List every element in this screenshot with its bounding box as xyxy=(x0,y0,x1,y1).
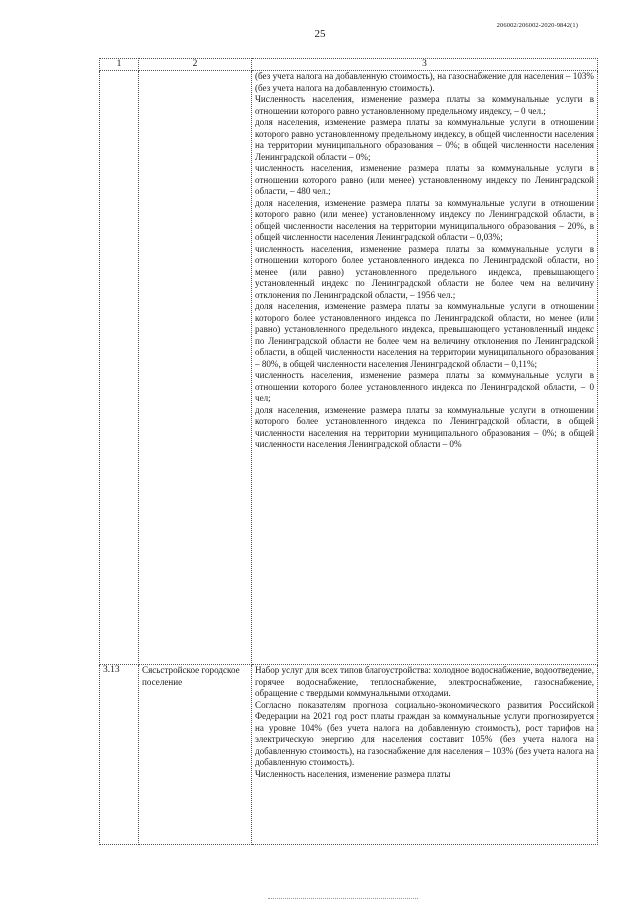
paragraph: Численность населения, изменение размера платы за коммунальные услуги в отношении которого равно установленному предельному индексу, – 0 чел.; xyxy=(255,94,594,116)
paragraph: Согласно показателям прогноза социально-экономического развития Российской Федерации на 2021 год рост платы граждан за коммунальные услуги прогнозируется на уровне 104% (без учета налога на добавленную стоимость), рост тарифов на электрическую энергию для населения составит 105% (без учета налога на добавленную стоимость), на газоснабжение для населения – 103% (без учета налога на добавленную стоимость). xyxy=(255,699,594,767)
row-number xyxy=(100,71,139,665)
paragraph: (без учета налога на добавленную стоимость), на газоснабжение для населения – 103% (без учета налога на добавленную стоимость). xyxy=(255,71,594,93)
scan-artifact-divider xyxy=(268,898,418,901)
paragraph: доля населения, изменение размера платы за коммунальные услуги в отношении которого более установленного индекса по Ленинградской области, но менее (или равно) установленного предельного индекса, превышающего установленный индекс по Ленинградской области не более чем на величину отклонения по Ленинградской области, в общей численности населения на территории муниципального образования – 80%, в общей численности населения Ленинградской области – 0,11%; xyxy=(255,301,594,369)
settlement-name: Сясьстройское городское поселение xyxy=(139,665,252,845)
document-code: 206002/206002-2020-9842(1) xyxy=(496,22,578,29)
column-header: 2 xyxy=(139,59,252,71)
settlement-name xyxy=(139,71,252,665)
page-number: 25 xyxy=(314,28,326,40)
table-row xyxy=(100,71,598,665)
row-number: 3.13 xyxy=(100,665,139,845)
paragraph: Набор услуг для всех типов благоустройства: холодное водоснабжение, водоотведение, горячее водоснабжение, теплоснабжение, электроснабжение, газоснабжение, обращение с твердыми коммунальными отходами. xyxy=(255,665,594,698)
column-header: 1 xyxy=(100,59,139,71)
data-table xyxy=(99,58,598,845)
table-row xyxy=(100,665,598,845)
table-header-row xyxy=(100,59,598,71)
description-cell xyxy=(252,71,598,665)
paragraph: численность населения, изменение размера платы за коммунальные услуги в отношении которого более установленного индекса по Ленинградской области, но менее (или равно) установленного предельного индекса, превышающего установленный индекс по Ленинградской области не более чем на величину отклонения по Ленинградской области, – 1956 чел.; xyxy=(255,243,594,300)
paragraph: численность населения, изменение размера платы за коммунальные услуги в отношении которого более установленного индекса по Ленинградской области, – 0 чел; xyxy=(255,370,594,403)
description-cell xyxy=(252,665,598,845)
paragraph: доля населения, изменение размера платы за коммунальные услуги в отношении которого равно (или менее) установленному индексу по Ленинградской области, в общей численности населения на территории муниципального образования – 20%, в общей численности населения Ленинградской области – 0,03%; xyxy=(255,197,594,242)
paragraph: доля населения, изменение размера платы за коммунальные услуги в отношении которого равно установленному предельному индексу, в общей численности населения на территории муниципального образования – 0%; в общей численности населения Ленинградской области – 0%; xyxy=(255,117,594,162)
paragraph: доля населения, изменение размера платы за коммунальные услуги в отношении которого более установленного индекса по Ленинградской области, в общей численности населения на территории муниципального образования – 0%; в общей численности населения Ленинградской области – 0% xyxy=(255,404,594,449)
paragraph: численность населения, изменение размера платы за коммунальные услуги в отношении которого равно (или менее) установленному индексу по Ленинградской области, – 480 чел.; xyxy=(255,163,594,196)
paragraph: Численность населения, изменение размера платы xyxy=(255,768,451,779)
column-header: 3 xyxy=(252,59,598,71)
